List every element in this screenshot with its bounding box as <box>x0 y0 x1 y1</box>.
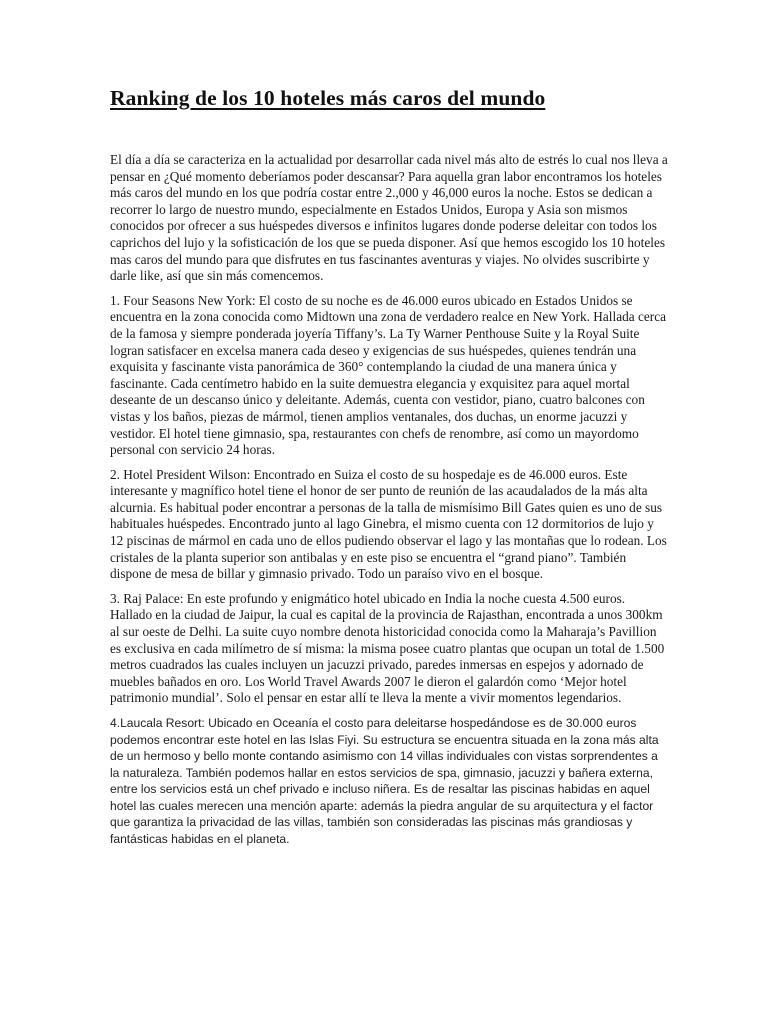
intro-paragraph: El día a día se caracteriza en la actualidad por desarrollar cada nivel más alto de estrés lo cual nos lleva a pensar en ¿Qué momento deberíamos poder descansar? Para aquella gran labor encontramos los hoteles más caros del mundo en los que podría costar entre 2.,000 y 46,000 euros la noche. Estos se dedican a recorrer lo largo de nuestro mundo, especialmente en Estados Unidos, Europa y Asia son mismos conocidos por ofrecer a sus huéspedes diversos e infinitos lugares donde poderse deleitar con todos los caprichos del lujo y la sofisticación de los que se pueda disponer. Así que hemos escogido los 10 hoteles mas caros del mundo para que disfrutes en tus fascinantes aventuras y viajes. No olvides suscribirte y darle like, así que sin más comencemos. <box>110 152 668 284</box>
document-title: Ranking de los 10 hoteles más caros del mundo <box>110 86 546 110</box>
hotel-3-paragraph: 3. Raj Palace: En este profundo y enigmático hotel ubicado en India la noche cuesta 4.500 euros. Hallado en la ciudad de Jaipur, la cual es capital de la provincia de Rajasthan, encontrada a unos 300km al sur oeste de Delhi. La suite cuyo nombre denota historicidad conocida como la Maharaja’s Pavillion es exclusiva en cada milímetro de sí misma: la misma posee cuatro plantas que ocupan un total de 1.500 metros cuadrados las cuales incluyen un jacuzzi privado, paredes inmersas en espejos y adornado de muebles bañados en oro. Los World Travel Awards 2007 le dieron el galardón como ‘Mejor hotel patrimonio mundial’. Solo el pensar en estar allí te lleva la mente a vivir momentos legendarios. <box>110 590 665 706</box>
document-body <box>110 152 670 855</box>
hotel-2-paragraph: 2. Hotel President Wilson: Encontrado en Suiza el costo de su hospedaje es de 46.000 euros. Este interesante y magnífico hotel tiene el honor de ser punto de reunión de las acaudalados de la más alta alcurnia. Es habitual poder encontrar a personas de la talla de mismísimo Bill Gates quien es uno de sus habituales huéspedes. Encontrado junto al lago Ginebra, el mismo cuenta con 12 dormitorios de lujo y 12 piscinas de mármol en cada uno de ellos pudiendo observar el lago y las montañas que lo rodean. Los cristales de la planta superior son antibalas y en este piso se encuentra el “grand piano”. También dispone de mesa de billar y gimnasio privado. Todo un paraíso vivo en el bosque. <box>110 466 667 582</box>
hotel-1-paragraph: 1. Four Seasons New York: El costo de su noche es de 46.000 euros ubicado en Estados Unidos se encuentra en la zona conocida como Midtown una zona de verdadero realce en New York. Hallada cerca de la famosa y siempre ponderada joyería Tiffany’s. La Ty Warner Penthouse Suite y la Royal Suite logran satisfacer en excelsa manera cada deseo y exigencias de sus huéspedes, quienes tendrán una exquisita y fascinante vista panorámica de 360° contemplando la ciudad de una manera única y fascinante. Cada centímetro habido en la suite demuestra elegancia y exquisitez para aquel mortal deseante de un descanso único y deleitante. Además, cuenta con vestidor, piano, cuatro balcones con vistas y los baños, piezas de mármol, tienen amplios ventanales, dos duchas, un enorme jacuzzi y vestidor. El hotel tiene gimnasio, spa, restaurantes con chefs de renombre, así como un mayordomo personal con servicio 24 horas. <box>110 292 667 458</box>
hotel-4-paragraph: 4.Laucala Resort: Ubicado en Oceanía el costo para deleitarse hospedándose es de 30.000 euros podemos encontrar este hotel en las Islas Fiyi. Su estructura se encuentra situada en la zona más alta de un hermoso y bello monte contando asimismo con 14 villas individuales con vistas sorprendentes a la naturaleza. También podemos hallar en estos servicios de spa, gimnasio, jacuzzi y bañera externa, entre los servicios está un chef privado e incluso niñera. Es de resaltar las piscinas habidas en aquel hotel las cuales merecen una mención aparte: además la piedra angular de su arquitectura y el factor que garantiza la privacidad de las villas, también son consideradas las piscinas más grandiosas y fantásticas habidas en el planeta. <box>110 716 659 846</box>
